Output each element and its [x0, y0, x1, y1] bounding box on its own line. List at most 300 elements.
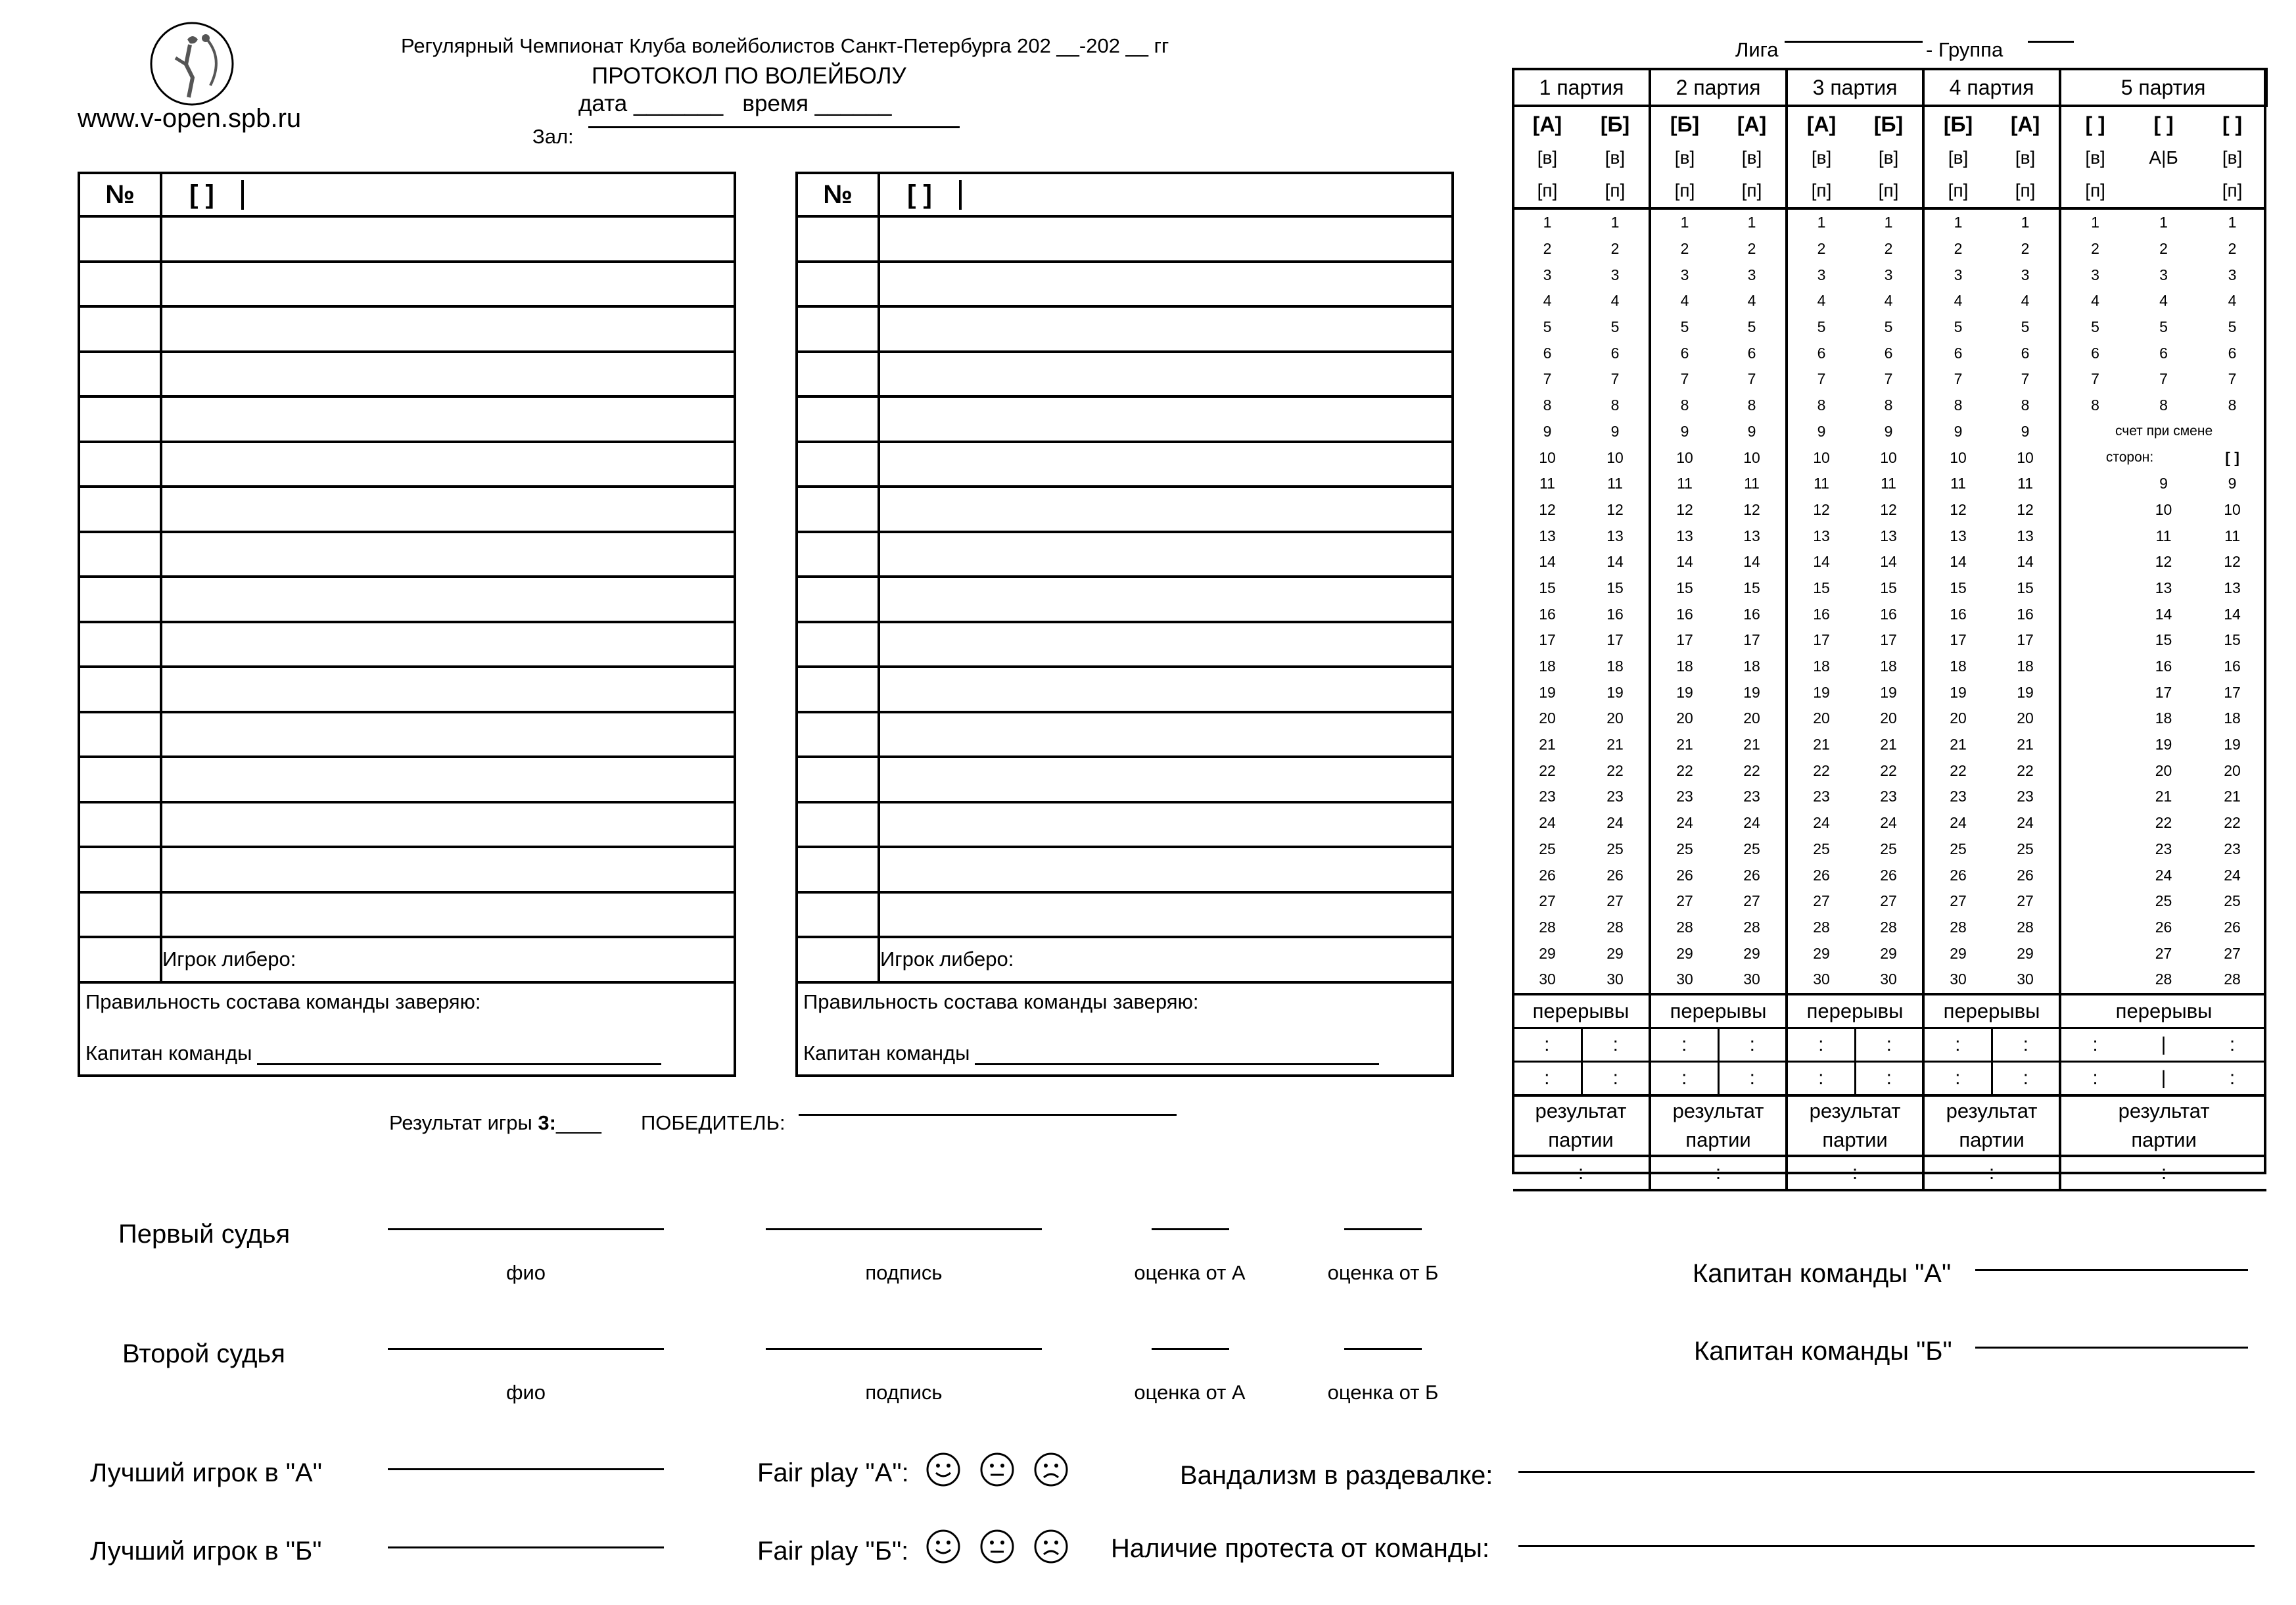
point-cell[interactable]: 9	[2021, 422, 2030, 440]
point-cell[interactable]: 23	[1606, 788, 1624, 805]
point-cell[interactable]: 26	[1539, 866, 1556, 884]
point-cell[interactable]: 9	[1747, 422, 1756, 440]
point-cell[interactable]: 1	[1787, 208, 1855, 236]
sad-face-icon[interactable]	[1033, 1529, 1069, 1564]
point-cell[interactable]: 29	[1923, 940, 1992, 967]
point-cell[interactable]: 4	[2060, 288, 2129, 314]
point-cell[interactable]: 26	[2155, 918, 2172, 936]
point-cell[interactable]: 3	[1923, 262, 1992, 288]
break-cell[interactable]: :	[2060, 1061, 2129, 1095]
point-cell[interactable]: 8	[1610, 396, 1620, 414]
point-cell[interactable]: 19	[2224, 736, 2241, 754]
point-cell[interactable]: 19	[1880, 683, 1897, 701]
point-cell[interactable]: 27	[1606, 892, 1624, 910]
player-name-cell[interactable]	[161, 442, 735, 487]
point-cell[interactable]: 23	[2017, 788, 2034, 805]
player-name-cell[interactable]	[161, 847, 735, 892]
point-cell[interactable]: 17	[1606, 631, 1624, 649]
break-cell[interactable]: :	[1992, 1028, 2060, 1061]
point-cell[interactable]: 2	[1884, 240, 1893, 258]
point-cell[interactable]: 2	[2021, 240, 2030, 258]
player-number-cell[interactable]	[797, 487, 879, 532]
point-cell[interactable]: 19	[1923, 679, 1992, 706]
side-label[interactable]: [ ]	[2153, 112, 2174, 136]
first-judge-name-field[interactable]	[388, 1228, 664, 1230]
captain-bracket[interactable]: [ ]	[162, 180, 244, 210]
point-cell[interactable]: 17	[1743, 631, 1760, 649]
point-cell[interactable]: 3	[2159, 266, 2168, 283]
point-cell[interactable]: 23	[1787, 784, 1855, 810]
point-cell[interactable]: 26	[1650, 862, 1718, 888]
player-number-cell[interactable]	[79, 712, 161, 757]
point-cell[interactable]: 22	[1923, 757, 1992, 784]
point-cell[interactable]: 17	[1787, 627, 1855, 654]
point-cell[interactable]: 27	[2017, 892, 2034, 910]
point-cell[interactable]: 4	[2228, 292, 2237, 310]
point-cell[interactable]: 15	[1880, 579, 1897, 596]
break-cell[interactable]: :	[1581, 1028, 1650, 1061]
point-cell[interactable]: 13	[1923, 523, 1992, 549]
point-cell[interactable]: 8	[1543, 396, 1552, 414]
receive-mark[interactable]: [п]	[1537, 180, 1558, 201]
point-cell[interactable]: 1	[1747, 214, 1756, 231]
player-number-cell[interactable]	[79, 396, 161, 442]
point-cell[interactable]: 8	[1923, 393, 1992, 419]
point-cell[interactable]: 25	[1787, 836, 1855, 863]
point-cell[interactable]: 19	[1743, 683, 1760, 701]
point-cell[interactable]: 10	[1923, 444, 1992, 471]
point-cell[interactable]: 28	[2155, 970, 2172, 988]
point-cell[interactable]: 6	[1543, 344, 1552, 362]
point-cell[interactable]: 17	[2155, 683, 2172, 701]
point-cell[interactable]: 6	[1610, 344, 1620, 362]
point-cell[interactable]: 2	[1650, 236, 1718, 262]
break-cell[interactable]: :	[1581, 1061, 1650, 1095]
point-cell[interactable]: 29	[2017, 944, 2034, 962]
change-sides-bracket[interactable]: [ ]	[2225, 448, 2239, 466]
point-cell[interactable]: 6	[2060, 340, 2129, 366]
neutral-face-icon[interactable]	[979, 1529, 1015, 1564]
point-cell[interactable]: 24	[1650, 810, 1718, 836]
point-cell[interactable]: 28	[2224, 970, 2241, 988]
player-name-cell[interactable]	[879, 532, 1453, 577]
point-cell[interactable]: 2	[1787, 236, 1855, 262]
set-result-value[interactable]: :	[2060, 1156, 2266, 1190]
player-name-cell[interactable]	[879, 487, 1453, 532]
point-cell[interactable]: 26	[1787, 862, 1855, 888]
player-number-cell[interactable]	[797, 712, 879, 757]
break-cell[interactable]: :	[1650, 1028, 1718, 1061]
point-cell[interactable]: 15	[1606, 579, 1624, 596]
point-cell[interactable]: 4	[1884, 292, 1893, 310]
point-cell[interactable]: 27	[2224, 944, 2241, 962]
point-cell[interactable]: 10	[2224, 500, 2241, 518]
player-name-cell[interactable]	[161, 396, 735, 442]
player-number-cell[interactable]	[79, 442, 161, 487]
point-cell[interactable]: 4	[1650, 288, 1718, 314]
receive-mark[interactable]: [п]	[1605, 180, 1626, 201]
point-cell[interactable]: 7	[1543, 370, 1552, 388]
point-cell[interactable]: 12	[1787, 497, 1855, 523]
point-cell[interactable]: 10	[1539, 448, 1556, 466]
point-cell[interactable]: 11	[1787, 471, 1855, 497]
point-cell[interactable]: 15	[2224, 631, 2241, 649]
point-cell[interactable]: 7	[1650, 366, 1718, 393]
player-name-cell[interactable]	[879, 802, 1453, 848]
point-cell[interactable]: 12	[1650, 497, 1718, 523]
point-cell[interactable]: 5	[1923, 314, 1992, 341]
point-cell[interactable]: 24	[2224, 866, 2241, 884]
point-cell[interactable]: 5	[1787, 314, 1855, 341]
player-number-cell[interactable]	[797, 802, 879, 848]
best-player-b-field[interactable]	[388, 1546, 664, 1548]
point-cell[interactable]: 11	[2155, 527, 2172, 544]
point-cell[interactable]: 3	[2228, 266, 2237, 283]
point-cell[interactable]: 20	[1743, 709, 1760, 727]
point-cell[interactable]: 24	[1539, 814, 1556, 832]
side-label[interactable]: [А]	[1532, 112, 1562, 136]
point-cell[interactable]: 11	[2017, 475, 2033, 492]
second-judge-signature-field[interactable]	[766, 1348, 1042, 1350]
point-cell[interactable]: 21	[1787, 732, 1855, 758]
point-cell[interactable]: 9	[1610, 422, 1620, 440]
side-label[interactable]: [А]	[1787, 106, 1855, 141]
receive-mark[interactable]: [п]	[2015, 180, 2036, 201]
neutral-face-icon[interactable]	[979, 1452, 1015, 1487]
point-cell[interactable]: 10	[1606, 448, 1624, 466]
break-cell[interactable]: :	[2198, 1028, 2266, 1061]
player-number-cell[interactable]	[797, 577, 879, 622]
point-cell[interactable]: 21	[1923, 732, 1992, 758]
point-cell[interactable]: 17	[1650, 627, 1718, 654]
point-cell[interactable]: 27	[1539, 892, 1556, 910]
serve-mark[interactable]: [в]	[2060, 141, 2129, 174]
set-result-value[interactable]: :	[1923, 1156, 2060, 1190]
point-cell[interactable]: 27	[1650, 888, 1718, 915]
player-name-cell[interactable]	[879, 577, 1453, 622]
point-cell[interactable]: 23	[1880, 788, 1897, 805]
point-cell[interactable]: 30	[1650, 967, 1718, 994]
point-cell[interactable]: 10	[1787, 444, 1855, 471]
point-cell[interactable]: 6	[1747, 344, 1756, 362]
point-cell[interactable]: 18	[1923, 654, 1992, 680]
break-cell[interactable]: :	[2198, 1061, 2266, 1095]
point-cell[interactable]: 14	[2155, 605, 2172, 623]
point-cell[interactable]: 10	[1880, 448, 1897, 466]
player-number-cell[interactable]	[79, 306, 161, 352]
point-cell[interactable]: 22	[1743, 761, 1760, 779]
point-cell[interactable]: 6	[1787, 340, 1855, 366]
side-label[interactable]: [А]	[2010, 112, 2040, 136]
receive-mark[interactable]: [п]	[1878, 180, 1899, 201]
player-number-cell[interactable]	[797, 757, 879, 802]
point-cell[interactable]: 12	[1606, 500, 1624, 518]
player-number-cell[interactable]	[797, 442, 879, 487]
point-cell[interactable]: 2	[1610, 240, 1620, 258]
point-cell[interactable]: 23	[1923, 784, 1992, 810]
point-cell[interactable]: 23	[2155, 840, 2172, 857]
point-cell[interactable]: 24	[2155, 866, 2172, 884]
point-cell[interactable]: 13	[1880, 527, 1897, 544]
point-cell[interactable]: 9	[1650, 419, 1718, 445]
point-cell[interactable]: 3	[1787, 262, 1855, 288]
point-cell[interactable]: 27	[1880, 892, 1897, 910]
point-cell[interactable]: 5	[2060, 314, 2129, 341]
point-cell[interactable]: 9	[1923, 419, 1992, 445]
point-cell[interactable]: 22	[2155, 814, 2172, 832]
point-cell[interactable]: 4	[1610, 292, 1620, 310]
point-cell[interactable]: 7	[2060, 366, 2129, 393]
point-cell[interactable]: 12	[2017, 500, 2034, 518]
receive-mark[interactable]: [п]	[1923, 174, 1992, 208]
point-cell[interactable]: 6	[1923, 340, 1992, 366]
point-cell[interactable]: 13	[1539, 527, 1556, 544]
point-cell[interactable]: 5	[1650, 314, 1718, 341]
point-cell[interactable]: 29	[1539, 944, 1556, 962]
point-cell[interactable]: 3	[1884, 266, 1893, 283]
player-name-cell[interactable]	[879, 262, 1453, 307]
point-cell[interactable]: 22	[2224, 814, 2241, 832]
point-cell[interactable]: 19	[2155, 736, 2172, 754]
first-judge-rating-b-field[interactable]	[1344, 1228, 1422, 1230]
receive-mark[interactable]: [п]	[2060, 174, 2129, 208]
point-cell[interactable]: 20	[2017, 709, 2034, 727]
point-cell[interactable]: 16	[1539, 605, 1556, 623]
point-cell[interactable]: 7	[1923, 366, 1992, 393]
serve-mark[interactable]: [в]	[2015, 147, 2036, 168]
point-cell[interactable]: 5	[1747, 318, 1756, 336]
break-cell[interactable]: :	[1650, 1061, 1718, 1095]
player-number-cell[interactable]	[797, 216, 879, 262]
point-cell[interactable]: 18	[1606, 658, 1624, 675]
point-cell[interactable]: 29	[1743, 944, 1760, 962]
point-cell[interactable]: 8	[1747, 396, 1756, 414]
point-cell[interactable]: 6	[2159, 344, 2168, 362]
break-cell[interactable]: :	[1718, 1061, 1787, 1095]
player-name-cell[interactable]	[879, 892, 1453, 938]
point-cell[interactable]: 23	[1650, 784, 1718, 810]
point-cell[interactable]: 24	[2017, 814, 2034, 832]
serve-mark[interactable]: [в]	[1537, 147, 1558, 168]
point-cell[interactable]: 22	[1880, 761, 1897, 779]
point-cell[interactable]: 22	[2017, 761, 2034, 779]
side-label[interactable]: [Б]	[1650, 106, 1718, 141]
point-cell[interactable]: 30	[1880, 970, 1897, 988]
side-label[interactable]: [ ]	[2060, 106, 2129, 141]
point-cell[interactable]: 28	[1743, 918, 1760, 936]
side-label[interactable]: [ ]	[2222, 112, 2243, 136]
point-cell[interactable]: 20	[1539, 709, 1556, 727]
point-cell[interactable]: 2	[1747, 240, 1756, 258]
point-cell[interactable]: 16	[1787, 601, 1855, 627]
point-cell[interactable]: 13	[2155, 579, 2172, 596]
point-cell[interactable]: 26	[2224, 918, 2241, 936]
player-name-cell[interactable]	[161, 577, 735, 622]
point-cell[interactable]: 26	[1743, 866, 1760, 884]
point-cell[interactable]: 26	[1606, 866, 1624, 884]
point-cell[interactable]: 21	[2017, 736, 2034, 754]
serve-mark[interactable]: [в]	[2222, 147, 2243, 168]
libero-label[interactable]: Игрок либеро:	[161, 937, 735, 982]
point-cell[interactable]: 15	[1650, 575, 1718, 602]
player-name-cell[interactable]	[161, 712, 735, 757]
point-cell[interactable]: 5	[2159, 318, 2168, 336]
point-cell[interactable]: 8	[1884, 396, 1893, 414]
break-cell[interactable]: :	[1787, 1061, 1855, 1095]
point-cell[interactable]: 17	[2017, 631, 2034, 649]
point-cell[interactable]: 25	[1606, 840, 1624, 857]
point-cell[interactable]: 8	[2021, 396, 2030, 414]
point-cell[interactable]: 1	[2021, 214, 2030, 231]
set-result-value[interactable]: :	[1650, 1156, 1787, 1190]
point-cell[interactable]: 5	[1543, 318, 1552, 336]
point-cell[interactable]: 12	[1880, 500, 1897, 518]
point-cell[interactable]: 18	[1743, 658, 1760, 675]
player-number-cell[interactable]	[79, 216, 161, 262]
point-cell[interactable]: 21	[1606, 736, 1624, 754]
point-cell[interactable]: 8	[1650, 393, 1718, 419]
point-cell[interactable]: 1	[1650, 208, 1718, 236]
point-cell[interactable]: 15	[2155, 631, 2172, 649]
point-cell[interactable]: 16	[1606, 605, 1624, 623]
point-cell[interactable]: 5	[2021, 318, 2030, 336]
point-cell[interactable]: 21	[1539, 736, 1556, 754]
point-cell[interactable]: 12	[1923, 497, 1992, 523]
point-cell[interactable]: 3	[1650, 262, 1718, 288]
point-cell[interactable]: 1	[1543, 214, 1552, 231]
player-name-cell[interactable]	[161, 306, 735, 352]
point-cell[interactable]: 14	[1743, 553, 1760, 571]
point-cell[interactable]: 21	[2155, 788, 2172, 805]
point-cell[interactable]: 26	[1880, 866, 1897, 884]
point-cell[interactable]: 10	[1650, 444, 1718, 471]
point-cell[interactable]: 21	[1880, 736, 1897, 754]
point-cell[interactable]: 1	[2228, 214, 2237, 231]
league-field[interactable]	[1785, 41, 1923, 43]
point-cell[interactable]: 25	[1539, 840, 1556, 857]
player-number-cell[interactable]	[79, 622, 161, 667]
point-cell[interactable]: 15	[1923, 575, 1992, 602]
point-cell[interactable]: 2	[1923, 236, 1992, 262]
receive-mark[interactable]: [п]	[1787, 174, 1855, 208]
point-cell[interactable]: 9	[2228, 475, 2237, 492]
player-name-cell[interactable]	[161, 757, 735, 802]
player-number-cell[interactable]	[797, 847, 879, 892]
point-cell[interactable]: 2	[2060, 236, 2129, 262]
receive-mark[interactable]: [п]	[1741, 180, 1762, 201]
point-cell[interactable]: 25	[2155, 892, 2172, 910]
point-cell[interactable]: 18	[2224, 709, 2241, 727]
point-cell[interactable]: 25	[1880, 840, 1897, 857]
point-cell[interactable]: 20	[1606, 709, 1624, 727]
point-cell[interactable]: 12	[1743, 500, 1760, 518]
point-cell[interactable]: 6	[2228, 344, 2237, 362]
serve-mark[interactable]: [в]	[1605, 147, 1626, 168]
point-cell[interactable]: 7	[1884, 370, 1893, 388]
point-cell[interactable]: 17	[1539, 631, 1556, 649]
point-cell[interactable]: 12	[2224, 553, 2241, 571]
point-cell[interactable]: 16	[1650, 601, 1718, 627]
point-cell[interactable]: 4	[1923, 288, 1992, 314]
point-cell[interactable]: 26	[1923, 862, 1992, 888]
point-cell[interactable]: 3	[2021, 266, 2030, 283]
point-cell[interactable]: 2	[1543, 240, 1552, 258]
point-cell[interactable]: 9	[1787, 419, 1855, 445]
group-field[interactable]	[2028, 41, 2074, 43]
point-cell[interactable]: 23	[1743, 788, 1760, 805]
side-label[interactable]: [Б]	[1600, 112, 1630, 136]
point-cell[interactable]: 5	[1884, 318, 1893, 336]
point-cell[interactable]: 11	[1539, 475, 1555, 492]
player-number-cell[interactable]	[79, 847, 161, 892]
player-number-cell[interactable]	[797, 532, 879, 577]
point-cell[interactable]: 26	[2017, 866, 2034, 884]
point-cell[interactable]: 7	[2228, 370, 2237, 388]
player-name-cell[interactable]	[879, 352, 1453, 397]
point-cell[interactable]: 11	[2224, 527, 2241, 544]
point-cell[interactable]: 10	[1743, 448, 1760, 466]
point-cell[interactable]: 6	[2021, 344, 2030, 362]
point-cell[interactable]: 13	[2224, 579, 2241, 596]
point-cell[interactable]: 8	[2060, 393, 2129, 419]
sad-face-icon[interactable]	[1033, 1452, 1069, 1487]
break-cell[interactable]: :	[1513, 1028, 1581, 1061]
player-name-cell[interactable]	[161, 262, 735, 307]
point-cell[interactable]: 11	[1607, 475, 1623, 492]
point-cell[interactable]: 7	[1610, 370, 1620, 388]
second-judge-rating-b-field[interactable]	[1344, 1348, 1422, 1350]
point-cell[interactable]: 14	[2017, 553, 2034, 571]
player-number-cell[interactable]	[79, 532, 161, 577]
break-cell[interactable]: :	[1513, 1061, 1581, 1095]
point-cell[interactable]: 6	[1650, 340, 1718, 366]
point-cell[interactable]: 7	[1787, 366, 1855, 393]
player-number-cell[interactable]	[79, 802, 161, 848]
captain-b-field[interactable]	[1975, 1347, 2248, 1349]
point-cell[interactable]: 30	[1539, 970, 1556, 988]
player-name-cell[interactable]	[879, 216, 1453, 262]
player-name-cell[interactable]	[161, 216, 735, 262]
point-cell[interactable]: 19	[2017, 683, 2034, 701]
point-cell[interactable]: 17	[2224, 683, 2241, 701]
player-name-cell[interactable]	[161, 802, 735, 848]
player-number-cell[interactable]	[79, 487, 161, 532]
player-number-cell[interactable]	[79, 262, 161, 307]
point-cell[interactable]: 16	[2155, 658, 2172, 675]
receive-mark[interactable]: [п]	[1650, 174, 1718, 208]
second-judge-name-field[interactable]	[388, 1348, 664, 1350]
player-number-cell[interactable]	[79, 352, 161, 397]
player-number-cell[interactable]	[797, 352, 879, 397]
point-cell[interactable]: 27	[2155, 944, 2172, 962]
protest-field[interactable]	[1518, 1545, 2255, 1547]
point-cell[interactable]: 15	[1743, 579, 1760, 596]
break-cell[interactable]: :	[1923, 1061, 1992, 1095]
point-cell[interactable]: 30	[2017, 970, 2034, 988]
break-cell[interactable]: :	[1718, 1028, 1787, 1061]
libero-label[interactable]: Игрок либеро:	[879, 937, 1453, 982]
point-cell[interactable]: 4	[1787, 288, 1855, 314]
point-cell[interactable]: 28	[1606, 918, 1624, 936]
serve-mark[interactable]: [в]	[1878, 147, 1899, 168]
set-result-value[interactable]: :	[1787, 1156, 1923, 1190]
player-number-cell[interactable]	[797, 892, 879, 938]
player-name-cell[interactable]	[879, 847, 1453, 892]
point-cell[interactable]: 2	[2159, 240, 2168, 258]
player-number-cell[interactable]	[797, 667, 879, 712]
player-number-cell[interactable]	[79, 667, 161, 712]
point-cell[interactable]: 20	[1880, 709, 1897, 727]
